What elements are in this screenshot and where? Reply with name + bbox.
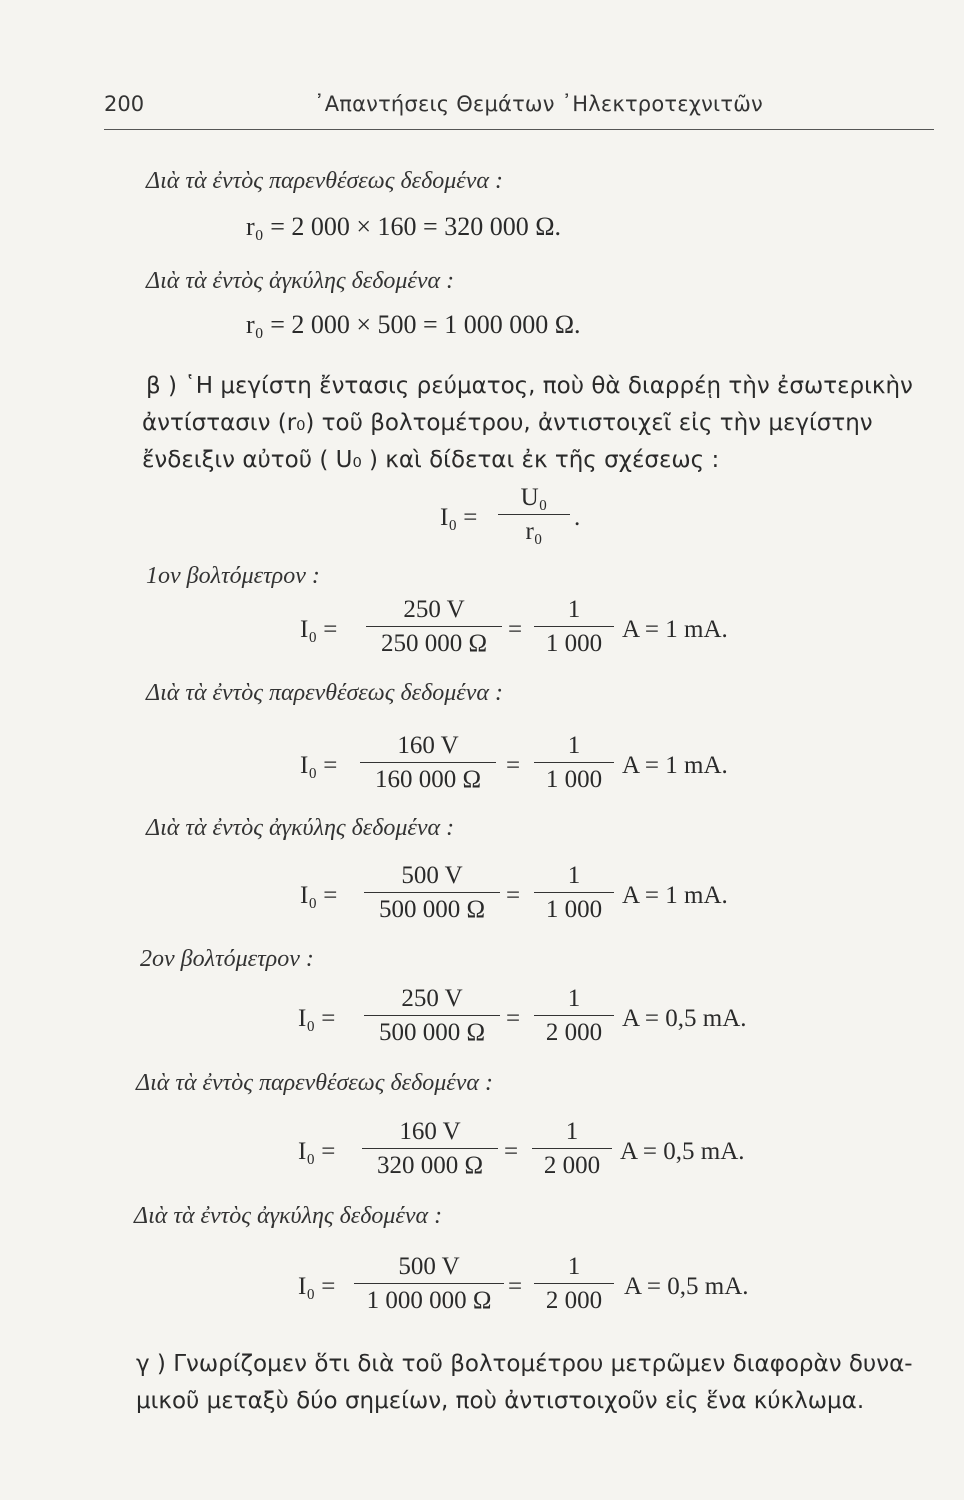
- equals-sign: =: [508, 1273, 523, 1300]
- paragraph-c: [136, 1346, 936, 1420]
- formula-lhs: I₀ =: [440, 504, 478, 531]
- formula-result: A = 1 mA.: [622, 882, 728, 909]
- paragraph-line: β ) ῾Η μεγίστη ἔντασις ρεύματος, ποὺ θὰ διαρρέῃ τὴν ἐσωτερικὴν: [146, 373, 913, 399]
- fraction-reduced: [534, 730, 614, 795]
- numerator: 1: [567, 732, 581, 759]
- paragraph-line: γ ) Γνωρίζομεν ὅτι διὰ τοῦ βολτομέτρου μετρῶμεν διαφορὰν δυνα-: [136, 1351, 913, 1377]
- formula-result: A = 0,5 mA.: [622, 1005, 747, 1032]
- fraction-volt-ohm: [364, 983, 500, 1048]
- fraction-volt-ohm: [366, 594, 502, 659]
- equals-sign: =: [508, 616, 523, 643]
- fraction-reduced: [534, 983, 614, 1048]
- formula-3: [300, 860, 780, 940]
- equals-sign: =: [506, 752, 521, 779]
- label-parenthesis-data: Διὰ τὰ ἐντὸς παρενθέσεως δεδομένα :: [146, 680, 503, 706]
- header-rule: [104, 129, 934, 130]
- numerator: 1: [567, 596, 581, 623]
- label-ankyli-data: Διὰ τὰ ἐντὸς ἀγκύλης δεδομένα :: [146, 815, 455, 841]
- formula-lhs: I₀ =: [300, 752, 338, 779]
- label-parenthesis-data: Διὰ τὰ ἐντὸς παρενθέσεως δεδομένα :: [136, 1070, 493, 1096]
- numerator: 1: [567, 985, 581, 1012]
- denominator: 320 000 Ω: [376, 1152, 484, 1179]
- numerator: 160 V: [397, 732, 459, 759]
- formula-lhs: I₀ =: [298, 1273, 336, 1300]
- denominator: 2 000: [545, 1287, 603, 1314]
- equation-r0-ankyli: r₀ = 2 000 × 500 = 1 000 000 Ω.: [246, 310, 581, 339]
- denominator: 2 000: [543, 1152, 601, 1179]
- label-ankyli-data: Διὰ τὰ ἐντὸς ἀγκύλης δεδομένα :: [146, 268, 455, 294]
- equation-r0-parenthesis: r₀ = 2 000 × 160 = 320 000 Ω.: [246, 212, 562, 241]
- equals-sign: =: [506, 1005, 521, 1032]
- numerator: 1: [567, 1253, 581, 1280]
- numerator: 1: [565, 1118, 579, 1145]
- fraction-reduced: [534, 594, 614, 659]
- denominator: r₀: [525, 518, 543, 545]
- fraction-volt-ohm: [360, 730, 496, 795]
- formula-lhs: I₀ =: [300, 616, 338, 643]
- numerator: 500 V: [401, 862, 463, 889]
- fraction-volt-ohm: [364, 860, 500, 925]
- numerator: 250 V: [403, 596, 465, 623]
- fraction-reduced: [534, 1251, 614, 1316]
- formula-result: A = 1 mA.: [622, 616, 728, 643]
- formula-result: A = 1 mA.: [622, 752, 728, 779]
- page-number: 200: [104, 92, 145, 116]
- fraction-reduced: [532, 1116, 612, 1181]
- paragraph-line: μικοῦ μεταξὺ δύο σημείων, ποὺ ἀντιστοιχοῦν εἰς ἕνα κύκλωμα.: [136, 1388, 865, 1414]
- formula-result: A = 0,5 mA.: [620, 1138, 745, 1165]
- formula-4: [298, 983, 788, 1063]
- main-formula: [440, 482, 610, 562]
- fraction-volt-ohm: [362, 1116, 498, 1181]
- paragraph-b: [142, 368, 936, 479]
- label-voltmeter-2: 2ον βολτόμετρον :: [140, 946, 314, 972]
- equals-sign: =: [504, 1138, 519, 1165]
- denominator: 160 000 Ω: [374, 766, 482, 793]
- formula-5: [298, 1116, 788, 1196]
- equals-sign: =: [506, 882, 521, 909]
- label-voltmeter-1: 1ον βολτόμετρον :: [146, 563, 320, 589]
- fraction-volt-ohm: [354, 1251, 504, 1316]
- fraction-reduced: [534, 860, 614, 925]
- running-title: ᾿Απαντήσεις Θεμάτων ᾿Ηλεκτροτεχνιτῶν: [314, 92, 763, 116]
- fraction: [498, 482, 570, 547]
- formula-result: A = 0,5 mA.: [624, 1273, 749, 1300]
- denominator: 500 000 Ω: [378, 896, 486, 923]
- paragraph-line: ἀντίστασιν (r₀) τοῦ βολτομέτρου, ἀντιστοιχεῖ εἰς τὴν μεγίστην: [142, 410, 873, 436]
- formula-lhs: I₀ =: [298, 1138, 336, 1165]
- numerator: 1: [567, 862, 581, 889]
- label-parenthesis-data: Διὰ τὰ ἐντὸς παρενθέσεως δεδομένα :: [146, 168, 503, 194]
- formula-2: [300, 730, 780, 810]
- paragraph-line: ἔνδειξιν αὐτοῦ ( U₀ ) καὶ δίδεται ἐκ τῆς σχέσεως :: [142, 447, 720, 473]
- numerator: 500 V: [398, 1253, 460, 1280]
- denominator: 1 000: [545, 896, 603, 923]
- formula-lhs: I₀ =: [300, 882, 338, 909]
- numerator: U₀: [520, 484, 548, 511]
- denominator: 250 000 Ω: [380, 630, 488, 657]
- formula-tail: .: [574, 504, 581, 531]
- denominator: 1 000: [545, 630, 603, 657]
- page-header: [104, 92, 934, 128]
- formula-1: [300, 594, 780, 674]
- numerator: 160 V: [399, 1118, 461, 1145]
- formula-lhs: I₀ =: [298, 1005, 336, 1032]
- denominator: 1 000 000 Ω: [366, 1287, 492, 1314]
- label-ankyli-data: Διὰ τὰ ἐντὸς ἀγκύλης δεδομένα :: [134, 1203, 443, 1229]
- formula-6: [298, 1251, 798, 1331]
- numerator: 250 V: [401, 985, 463, 1012]
- denominator: 500 000 Ω: [378, 1019, 486, 1046]
- denominator: 1 000: [545, 766, 603, 793]
- denominator: 2 000: [545, 1019, 603, 1046]
